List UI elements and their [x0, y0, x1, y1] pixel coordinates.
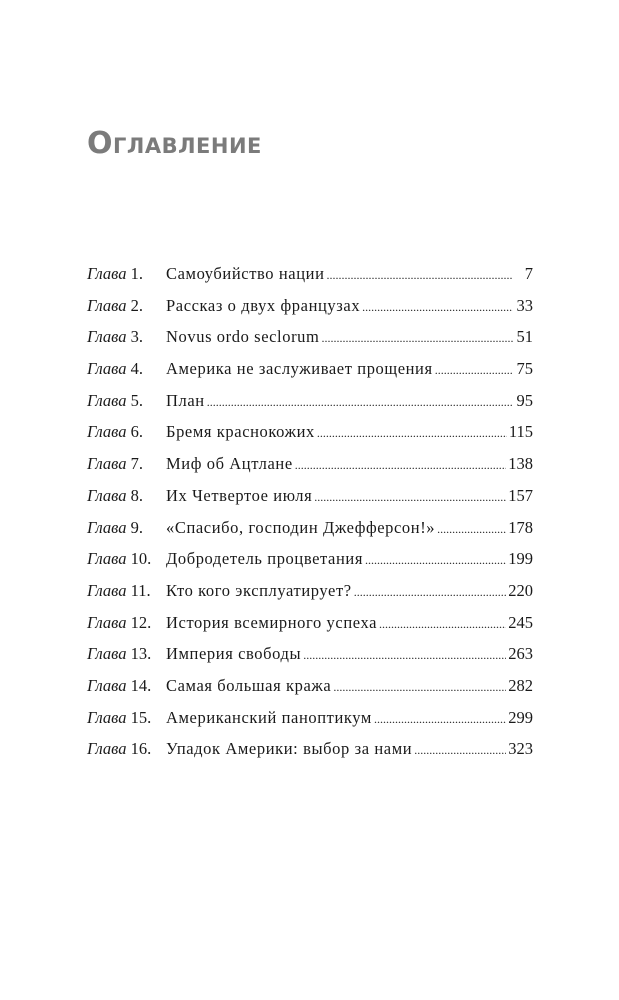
dot-leader — [314, 482, 506, 514]
chapter-title — [166, 258, 515, 292]
toc-entry[interactable] — [87, 290, 533, 322]
chapter-title-text: План — [166, 390, 205, 410]
page-number: 282 — [508, 675, 533, 695]
chapter-word: Глава — [87, 517, 127, 537]
toc-entry[interactable] — [87, 512, 533, 544]
chapter-title-text: Америка не заслуживает прощения — [166, 359, 433, 379]
chapter-number: 9. — [130, 517, 143, 537]
chapter-label — [87, 543, 166, 575]
chapter-label — [87, 290, 166, 322]
chapter-title — [166, 448, 508, 482]
chapter-word: Глава — [87, 707, 127, 727]
chapter-title — [166, 607, 508, 641]
page-number: 51 — [516, 327, 533, 347]
page-number: 115 — [508, 422, 533, 442]
chapter-label — [87, 448, 166, 480]
chapter-title-text: Их Четвертое июля — [166, 485, 313, 505]
chapter-word: Глава — [87, 739, 127, 759]
chapter-word: Глава — [87, 454, 127, 474]
chapter-title-text: Novus ordo seclorum — [166, 327, 320, 347]
dot-leader — [437, 514, 506, 546]
chapter-label — [87, 638, 166, 670]
chapter-word: Глава — [87, 390, 127, 410]
chapter-number: 8. — [130, 485, 143, 505]
toc-entry[interactable] — [87, 733, 533, 765]
chapter-word: Глава — [87, 612, 127, 632]
chapter-number: 14. — [130, 675, 152, 695]
chapter-number: 6. — [130, 422, 143, 442]
chapter-title-text: Бремя краснокожих — [166, 422, 315, 442]
toc-entry[interactable] — [87, 670, 533, 702]
page-number: 245 — [508, 612, 533, 632]
toc-entry[interactable] — [87, 416, 533, 448]
chapter-number: 1. — [130, 264, 143, 283]
page-number: 220 — [508, 580, 533, 600]
toc-entry[interactable] — [87, 385, 533, 417]
dot-leader — [295, 450, 507, 482]
page-number: 95 — [516, 390, 533, 410]
dot-leader — [354, 577, 507, 609]
toc-entry[interactable] — [87, 480, 533, 512]
chapter-number: 11. — [130, 580, 151, 600]
chapter-word: Глава — [87, 580, 127, 600]
dot-leader — [435, 355, 513, 387]
chapter-title — [166, 543, 508, 577]
chapter-word: Глава — [87, 485, 127, 505]
chapter-label — [87, 321, 166, 353]
chapter-label — [87, 607, 166, 639]
chapter-word: Глава — [87, 359, 127, 379]
chapter-label — [87, 480, 166, 512]
dot-leader — [321, 323, 513, 355]
chapter-title — [166, 353, 515, 387]
toc-entry[interactable] — [87, 702, 533, 734]
page-number: 323 — [508, 739, 533, 759]
toc-entry[interactable] — [87, 448, 533, 480]
chapter-label — [87, 258, 166, 290]
chapter-title-text: Империя свободы — [166, 644, 302, 664]
page-number: 299 — [508, 707, 533, 727]
chapter-title — [166, 638, 508, 672]
table-of-contents — [87, 258, 533, 765]
chapter-title — [166, 670, 508, 704]
chapter-title — [166, 290, 515, 324]
page-number: 178 — [508, 517, 533, 537]
chapter-word: Глава — [87, 327, 127, 347]
page-number: 263 — [508, 644, 533, 664]
chapter-title-text: Самая большая кража — [166, 675, 332, 695]
chapter-number: 5. — [130, 390, 143, 410]
dot-leader — [327, 260, 513, 292]
chapter-word: Глава — [87, 549, 127, 569]
chapter-label — [87, 416, 166, 448]
chapter-label — [87, 512, 166, 544]
chapter-title — [166, 575, 508, 609]
dot-leader — [362, 292, 513, 324]
chapter-title-text: «Спасибо, господин Джефферсон!» — [166, 517, 436, 537]
page-number: 7 — [524, 264, 533, 283]
chapter-number: 16. — [130, 739, 152, 759]
chapter-word: Глава — [87, 264, 127, 283]
chapter-title-text: Американский паноптикум — [166, 707, 372, 727]
chapter-number: 15. — [130, 707, 152, 727]
chapter-title — [166, 416, 509, 450]
page-number: 199 — [508, 549, 533, 569]
chapter-title-text: Миф об Ацтлане — [166, 454, 293, 474]
chapter-title-text: История всемирного успеха — [166, 612, 378, 632]
chapter-word: Глава — [87, 644, 127, 664]
chapter-title — [166, 321, 515, 355]
toc-entry[interactable] — [87, 258, 533, 290]
chapter-title-text: Упадок Америки: выбор за нами — [166, 739, 413, 759]
chapter-number: 13. — [130, 644, 152, 664]
chapter-number: 12. — [130, 612, 152, 632]
toc-entry[interactable] — [87, 353, 533, 385]
chapter-label — [87, 702, 166, 734]
chapter-label — [87, 353, 166, 385]
chapter-number: 4. — [130, 359, 143, 379]
page-title: Оглавление — [87, 126, 262, 161]
dot-leader — [303, 640, 506, 672]
chapter-title — [166, 385, 515, 419]
chapter-label — [87, 670, 166, 702]
dot-leader — [379, 609, 506, 641]
chapter-label — [87, 733, 166, 765]
chapter-label — [87, 575, 166, 607]
chapter-number: 7. — [130, 454, 143, 474]
dot-leader — [333, 672, 506, 704]
page-number: 138 — [508, 454, 533, 474]
dot-leader — [207, 387, 513, 419]
chapter-number: 10. — [130, 549, 152, 569]
dot-leader — [317, 418, 507, 450]
chapter-title-text: Рассказ о двух французах — [166, 295, 361, 315]
toc-entry[interactable] — [87, 638, 533, 670]
chapter-title — [166, 512, 508, 546]
dot-leader — [414, 735, 506, 767]
chapter-word: Глава — [87, 295, 127, 315]
toc-entry[interactable] — [87, 543, 533, 575]
toc-entry[interactable] — [87, 575, 533, 607]
chapter-number: 2. — [130, 295, 143, 315]
page-number: 157 — [508, 485, 533, 505]
chapter-title-text: Кто кого эксплуатирует? — [166, 580, 352, 600]
dot-leader — [374, 704, 506, 736]
chapter-title — [166, 733, 508, 767]
chapter-word: Глава — [87, 675, 127, 695]
dot-leader — [365, 545, 506, 577]
chapter-title-text: Добродетель процветания — [166, 549, 364, 569]
chapter-word: Глава — [87, 422, 127, 442]
chapter-title — [166, 702, 508, 736]
chapter-label — [87, 385, 166, 417]
chapter-title — [166, 480, 508, 514]
toc-entry[interactable] — [87, 607, 533, 639]
chapter-title-text: Самоубийство нации — [166, 264, 325, 283]
page-number: 75 — [516, 359, 533, 379]
page-number: 33 — [516, 295, 533, 315]
chapter-number: 3. — [130, 327, 143, 347]
toc-entry[interactable] — [87, 321, 533, 353]
